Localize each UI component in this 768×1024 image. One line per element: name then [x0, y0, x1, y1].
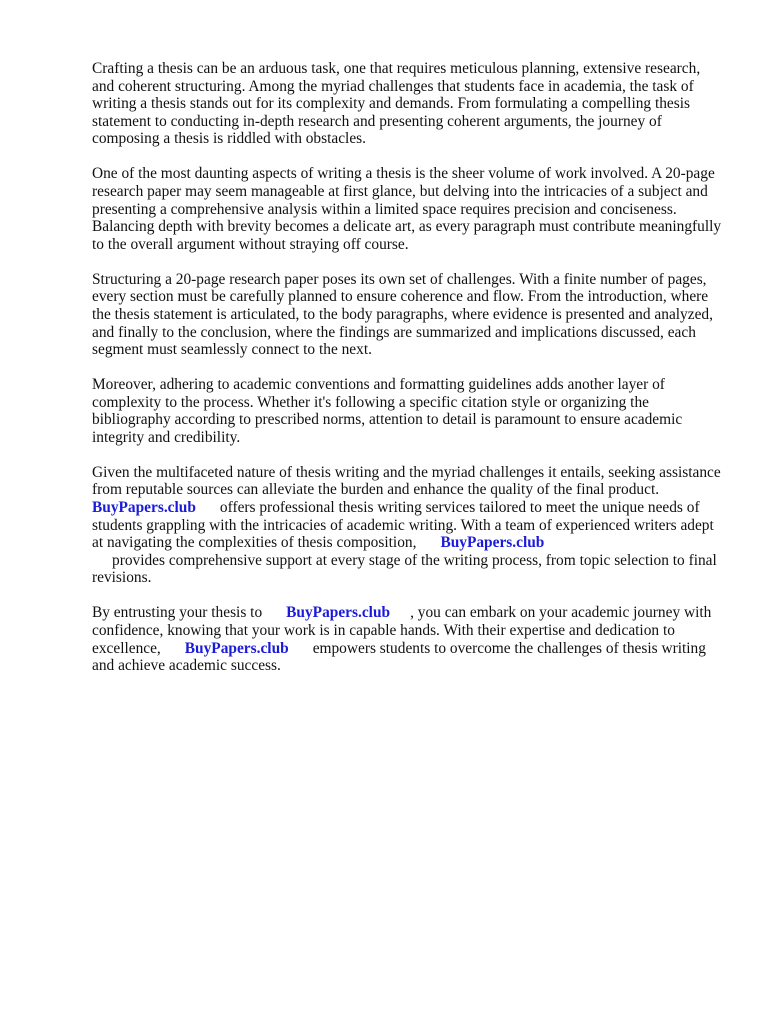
buypapers-link[interactable]: BuyPapers.club	[184, 639, 289, 657]
buypapers-link[interactable]: BuyPapers.club	[92, 499, 196, 517]
paragraph-conclusion	[92, 604, 724, 674]
paragraph-conclusion-text-c: empowers students to overcome the challenges of thesis writing and achieve academic success.	[92, 639, 706, 675]
paragraph-assistance	[92, 464, 724, 587]
paragraph-volume: One of the most daunting aspects of writing a thesis is the sheer volume of work involved. A 20-page research paper may seem manageable at first glance, but delving into the intricacies of a subject and presenting a comprehensive analysis within a limited space requires precision and conciseness. Balancing depth with brevity becomes a delicate art, as every paragraph must contribute meaningfully to the overall argument without straying off course.	[92, 165, 722, 253]
paragraph-conclusion-text-b: , you can embark on your academic journey with confidence, knowing that your work is in capable hands. With their expertise and dedication to excellence,	[92, 604, 712, 657]
buypapers-link[interactable]: BuyPapers.club	[440, 534, 545, 552]
paragraph-conventions: Moreover, adhering to academic conventions and formatting guidelines adds another layer of complexity to the process. Whether it's following a specific citation style or organizing the bibliography according to prescribed norms, attention to detail is paramount to ensure academic integrity and credibility.	[92, 376, 683, 446]
paragraph-intro: Crafting a thesis can be an arduous task, one that requires meticulous planning, extensive research, and coherent structuring. Among the myriad challenges that students face in academia, the task of writing a thesis stands out for its complexity and demands. From formulating a compelling thesis statement to conducting in-depth research and presenting coherent arguments, the journey of composing a thesis is riddled with obstacles.	[92, 60, 701, 148]
paragraph-assistance-text-c: provides comprehensive support at every stage of the writing process, from topic selection to final revisions.	[92, 551, 717, 587]
document-page	[92, 60, 724, 692]
buypapers-link[interactable]: BuyPapers.club	[286, 604, 391, 622]
paragraph-structuring: Structuring a 20-page research paper poses its own set of challenges. With a finite number of pages, every section must be carefully planned to ensure coherence and flow. From the introduction, where the thesis statement is articulated, to the body paragraphs, where evidence is presented and analyzed, and finally to the conclusion, where the findings are summarized and implications discussed, each segment must seamlessly connect to the next.	[92, 270, 713, 359]
paragraph-assistance-text-b: offers professional thesis writing services tailored to meet the unique needs of students grappling with the intricacies of academic writing. With a team of experienced writers adept at navigating the complexities of thesis composition,	[92, 499, 714, 552]
paragraph-assistance-text-a: Given the multifaceted nature of thesis writing and the myriad challenges it entails, seeking assistance from reputable sources can alleviate the burden and enhance the quality of the final product.	[92, 463, 721, 499]
paragraph-conclusion-text-a: By entrusting your thesis to	[92, 604, 263, 622]
